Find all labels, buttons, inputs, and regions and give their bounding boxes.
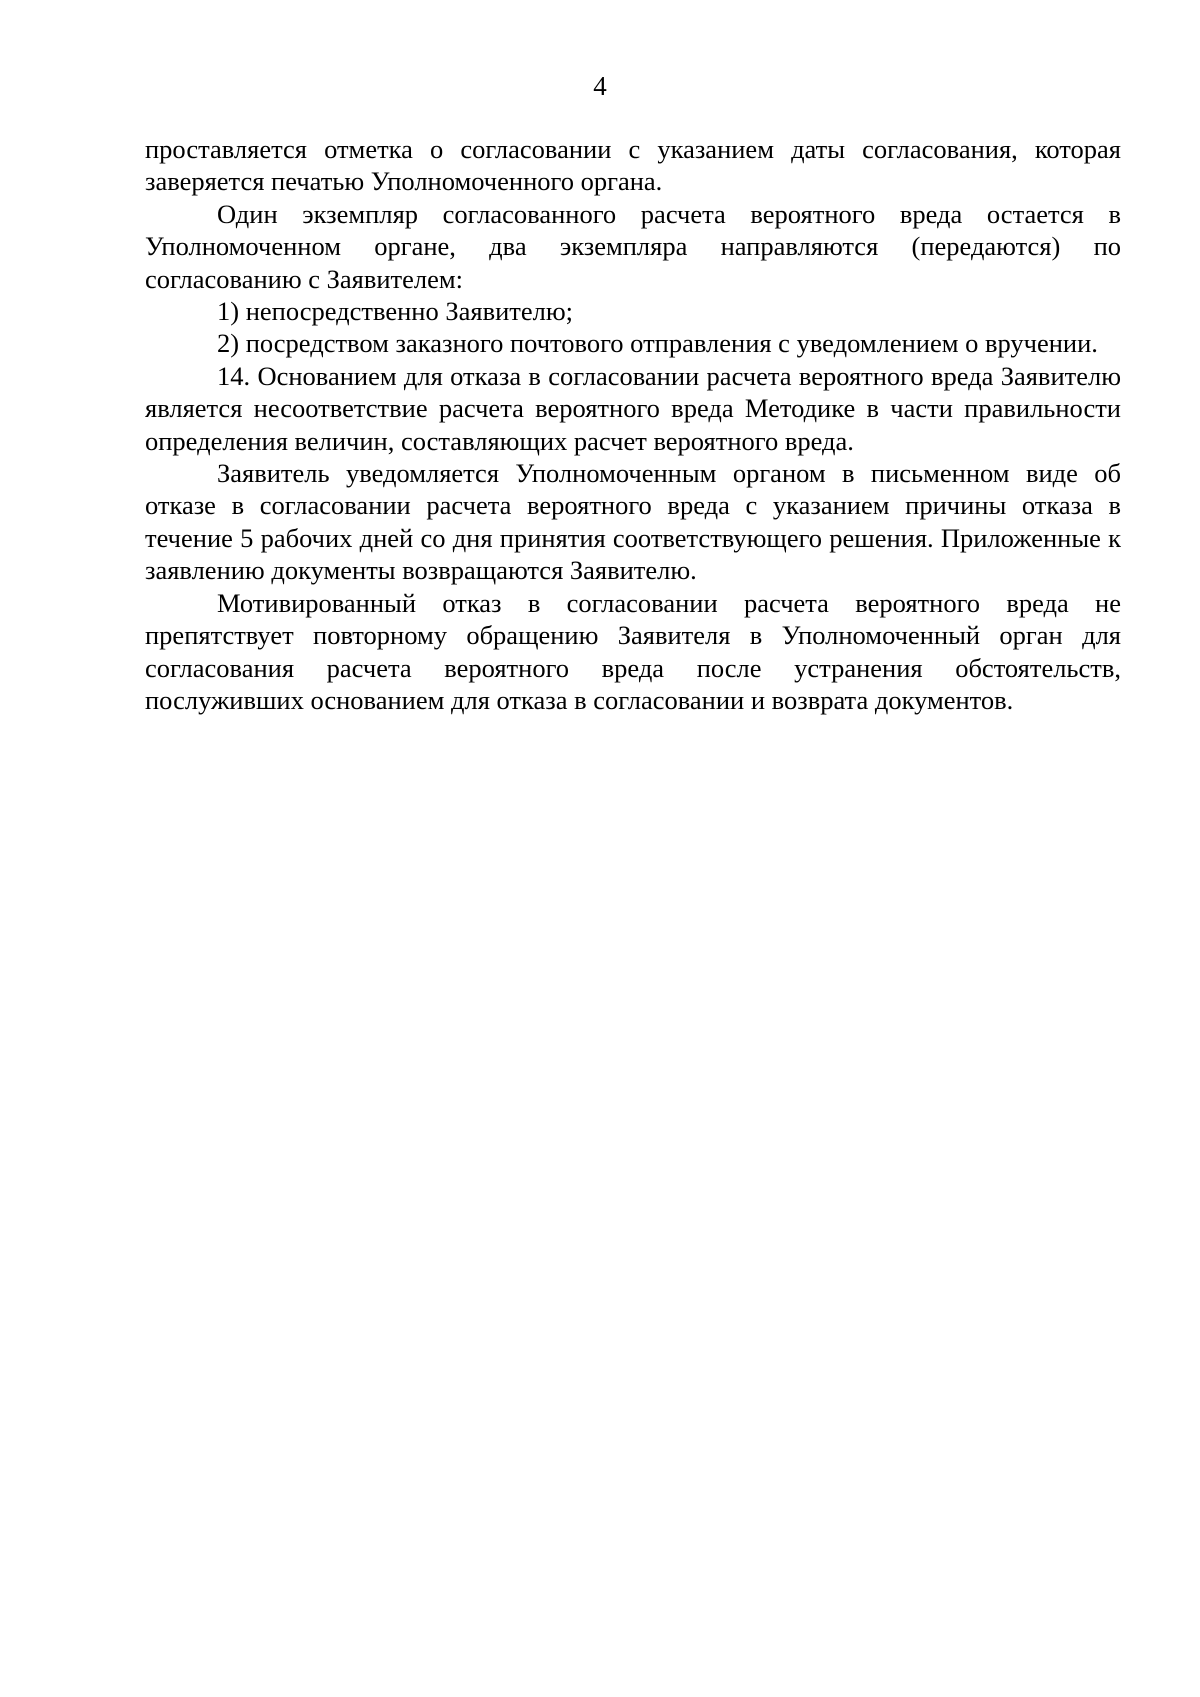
list-item-registered-mail: 2) посредством заказного почтового отправления с уведомлением о вручении. — [217, 328, 1098, 359]
paragraph-reapplication: Мотивированный отказ в согласовании расчета вероятного вреда не препятствует повторному обращению Заявителя в Уполномоченный орган для согласования расчета вероятного вреда после устранения обстоятельств, послуживших основанием для отказа в согласовании и возврата документов. — [145, 587, 1121, 715]
document-body — [145, 133, 1121, 716]
paragraph-approval-mark: проставляется отметка о согласовании с указанием даты согласования, которая заверяется печатью Уполномоченного органа. — [145, 134, 1121, 197]
paragraph-section-14: 14. Основанием для отказа в согласовании расчета вероятного вреда Заявителю является несоответствие расчета вероятного вреда Методике в части правильности определения величин, составляющих расчет вероятного вреда. — [145, 360, 1121, 456]
paragraph-copies-distribution: Один экземпляр согласованного расчета вероятного вреда остается в Уполномоченном органе, два экземпляра направляются (передаются) по согласованию с Заявителем: — [145, 198, 1121, 294]
paragraph-refusal-notification: Заявитель уведомляется Уполномоченным органом в письменном виде об отказе в согласовании расчета вероятного вреда с указанием причины отказа в течение 5 рабочих дней со дня принятия соответствующего решения. Приложенные к заявлению документы возвращаются Заявителю. — [145, 458, 1121, 586]
list-item-direct-delivery: 1) непосредственно Заявителю; — [217, 296, 573, 327]
page-number: 4 — [593, 71, 607, 101]
